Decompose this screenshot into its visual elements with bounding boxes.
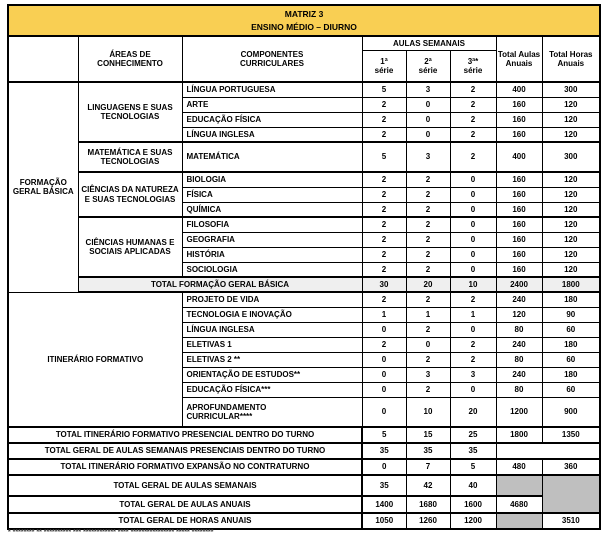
col-header-serie-3 xyxy=(450,50,496,82)
value-cell: 2400 xyxy=(496,277,542,292)
col-header-serie-2 xyxy=(406,50,450,82)
value-cell: 0 xyxy=(362,382,406,397)
value-cell: 2 xyxy=(406,202,450,217)
value-cell: 3510 xyxy=(542,513,600,529)
total-label-cell: TOTAL FORMAÇÃO GERAL BÁSICA xyxy=(78,277,362,292)
blocked-cell xyxy=(496,513,542,529)
value-cell: 480 xyxy=(496,459,542,475)
value-cell: 1400 xyxy=(362,496,406,513)
value-cell: 3 xyxy=(406,82,450,97)
value-cell: 2 xyxy=(450,337,496,352)
value-cell: 300 xyxy=(542,142,600,172)
value-cell: 2 xyxy=(406,232,450,247)
value-cell: 160 xyxy=(496,262,542,277)
value-cell: 3 xyxy=(450,367,496,382)
value-cell: 160 xyxy=(496,187,542,202)
value-cell: 2 xyxy=(450,142,496,172)
value-cell: 1260 xyxy=(406,513,450,529)
table-row xyxy=(8,217,600,232)
value-cell: 0 xyxy=(450,322,496,337)
value-cell: 300 xyxy=(542,82,600,97)
value-cell: 1600 xyxy=(450,496,496,513)
value-cell: 1800 xyxy=(496,427,542,443)
value-cell: 35 xyxy=(362,475,406,496)
value-cell: 60 xyxy=(542,382,600,397)
footnote-clipped: * ******** ** ********** *** ************ **** **************** ***** ******** xyxy=(8,529,214,536)
value-cell: 120 xyxy=(542,217,600,232)
col-header-total-aulas: Total Aulas Anuais xyxy=(496,36,542,82)
value-cell: 5 xyxy=(362,427,406,443)
value-cell: 120 xyxy=(542,202,600,217)
value-cell: 80 xyxy=(496,352,542,367)
value-cell: 2 xyxy=(450,352,496,367)
component-cell: ORIENTAÇÃO DE ESTUDOS** xyxy=(182,367,362,382)
component-cell: FILOSOFIA xyxy=(182,217,362,232)
value-cell: 160 xyxy=(496,112,542,127)
value-cell: 2 xyxy=(406,247,450,262)
value-cell: 120 xyxy=(542,247,600,262)
total-label-cell: TOTAL GERAL DE HORAS ANUAIS xyxy=(8,513,362,529)
value-cell: 80 xyxy=(496,382,542,397)
value-cell: 4680 xyxy=(496,496,542,513)
serie-1-word: série xyxy=(374,65,394,75)
value-cell: 1680 xyxy=(406,496,450,513)
value-cell: 2 xyxy=(406,262,450,277)
value-cell: 2 xyxy=(362,97,406,112)
value-cell: 1 xyxy=(406,307,450,322)
value-cell: 2 xyxy=(362,337,406,352)
value-cell: 120 xyxy=(542,172,600,187)
total-label-cell: TOTAL GERAL DE AULAS SEMANAIS xyxy=(8,475,362,496)
total-row xyxy=(8,496,600,513)
blocked-cell xyxy=(542,475,600,513)
value-cell: 2 xyxy=(450,292,496,307)
value-cell: 180 xyxy=(542,337,600,352)
value-cell: 35 xyxy=(406,443,450,459)
value-cell: 30 xyxy=(362,277,406,292)
col-header-areas-label: ÁREAS DE CONHECIMENTO xyxy=(97,49,163,68)
total-row xyxy=(8,443,600,459)
value-cell: 400 xyxy=(496,82,542,97)
component-cell: LÍNGUA INGLESA xyxy=(182,127,362,142)
value-cell: 120 xyxy=(542,262,600,277)
col-header-aulas-semanais: AULAS SEMANAIS xyxy=(362,36,496,50)
table-row xyxy=(8,82,600,97)
value-cell: 60 xyxy=(542,322,600,337)
area-cell-ciencias-humanas: CIÊNCIAS HUMANAS E SOCIAIS APLICADAS xyxy=(78,217,182,277)
component-cell: SOCIOLOGIA xyxy=(182,262,362,277)
value-cell: 0 xyxy=(450,202,496,217)
value-cell: 5 xyxy=(450,459,496,475)
component-cell: LÍNGUA PORTUGUESA xyxy=(182,82,362,97)
component-cell: FÍSICA xyxy=(182,187,362,202)
value-cell: 1200 xyxy=(450,513,496,529)
total-row xyxy=(8,475,600,496)
value-cell: 360 xyxy=(542,459,600,475)
value-cell: 2 xyxy=(362,112,406,127)
header-empty-cell xyxy=(8,36,78,82)
component-cell: HISTÓRIA xyxy=(182,247,362,262)
value-cell: 90 xyxy=(542,307,600,322)
value-cell: 0 xyxy=(450,172,496,187)
empty-cell xyxy=(496,443,600,459)
col-header-componentes xyxy=(182,36,362,82)
value-cell: 240 xyxy=(496,367,542,382)
value-cell: 120 xyxy=(542,187,600,202)
value-cell: 40 xyxy=(450,475,496,496)
value-cell: 120 xyxy=(542,97,600,112)
value-cell: 0 xyxy=(450,187,496,202)
total-label-cell: TOTAL ITINERÁRIO FORMATIVO PRESENCIAL DENTRO DO TURNO xyxy=(8,427,362,443)
value-cell: 1050 xyxy=(362,513,406,529)
value-cell: 60 xyxy=(542,352,600,367)
total-row xyxy=(8,459,600,475)
curriculum-matrix-table xyxy=(7,4,601,536)
value-cell: 2 xyxy=(406,187,450,202)
total-label-cell: TOTAL GERAL DE AULAS SEMANAIS PRESENCIAIS DENTRO DO TURNO xyxy=(8,443,362,459)
matrix-title xyxy=(8,5,600,36)
value-cell: 900 xyxy=(542,397,600,427)
component-cell: ELETIVAS 1 xyxy=(182,337,362,352)
value-cell: 0 xyxy=(450,217,496,232)
value-cell: 160 xyxy=(496,97,542,112)
value-cell: 42 xyxy=(406,475,450,496)
value-cell: 2 xyxy=(362,232,406,247)
serie-3-number: 3ª* xyxy=(467,56,479,66)
value-cell: 2 xyxy=(450,127,496,142)
value-cell: 0 xyxy=(406,337,450,352)
value-cell: 2 xyxy=(362,127,406,142)
value-cell: 160 xyxy=(496,247,542,262)
total-row xyxy=(8,513,600,529)
table-row xyxy=(8,142,600,172)
value-cell: 2 xyxy=(362,247,406,262)
component-cell xyxy=(182,397,362,427)
value-cell: 0 xyxy=(362,459,406,475)
table-row xyxy=(8,172,600,187)
value-cell: 2 xyxy=(362,187,406,202)
component-label: APROFUNDAMENTO CURRICULAR**** xyxy=(186,402,267,421)
value-cell: 1 xyxy=(362,307,406,322)
area-cell-matematica: MATEMÁTICA E SUAS TECNOLOGIAS xyxy=(78,142,182,172)
value-cell: 240 xyxy=(496,292,542,307)
value-cell: 2 xyxy=(406,292,450,307)
value-cell: 160 xyxy=(496,232,542,247)
value-cell: 5 xyxy=(362,82,406,97)
value-cell: 120 xyxy=(542,232,600,247)
value-cell: 1 xyxy=(450,307,496,322)
component-cell: PROJETO DE VIDA xyxy=(182,292,362,307)
value-cell: 0 xyxy=(406,97,450,112)
area-cell-ciencias-natureza: CIÊNCIAS DA NATUREZA E SUAS TECNOLOGIAS xyxy=(78,172,182,217)
table-row xyxy=(8,292,600,307)
value-cell: 1800 xyxy=(542,277,600,292)
value-cell: 160 xyxy=(496,172,542,187)
value-cell: 180 xyxy=(542,367,600,382)
matrix-title-line1: MATRIZ 3 xyxy=(284,8,324,19)
value-cell: 0 xyxy=(362,397,406,427)
value-cell: 0 xyxy=(450,247,496,262)
value-cell: 35 xyxy=(450,443,496,459)
value-cell: 1350 xyxy=(542,427,600,443)
value-cell: 160 xyxy=(496,127,542,142)
value-cell: 180 xyxy=(542,292,600,307)
value-cell: 0 xyxy=(406,112,450,127)
component-cell: GEOGRAFIA xyxy=(182,232,362,247)
value-cell: 2 xyxy=(362,172,406,187)
value-cell: 3 xyxy=(406,142,450,172)
total-row-fgb xyxy=(8,277,600,292)
value-cell: 0 xyxy=(450,382,496,397)
value-cell: 400 xyxy=(496,142,542,172)
col-header-componentes-label: COMPONENTES CURRICULARES xyxy=(240,49,304,68)
value-cell: 10 xyxy=(406,397,450,427)
col-header-serie-1 xyxy=(362,50,406,82)
value-cell: 120 xyxy=(496,307,542,322)
blocked-cell xyxy=(496,475,542,496)
matrix-title-line2: ENSINO MÉDIO – DIURNO xyxy=(251,21,357,32)
component-cell: EDUCAÇÃO FÍSICA xyxy=(182,112,362,127)
total-row xyxy=(8,427,600,443)
component-cell: ELETIVAS 2 ** xyxy=(182,352,362,367)
value-cell: 2 xyxy=(406,382,450,397)
value-cell: 2 xyxy=(362,262,406,277)
value-cell: 120 xyxy=(542,112,600,127)
value-cell: 0 xyxy=(406,127,450,142)
value-cell: 25 xyxy=(450,427,496,443)
value-cell: 160 xyxy=(496,202,542,217)
group-cell-itinerario-formativo: ITINERÁRIO FORMATIVO xyxy=(8,292,182,427)
serie-3-word: série xyxy=(463,65,483,75)
component-cell: MATEMÁTICA xyxy=(182,142,362,172)
col-header-total-horas: Total Horas Anuais xyxy=(542,36,600,82)
serie-1-number: 1ª xyxy=(380,56,388,66)
component-cell: LÍNGUA INGLESA xyxy=(182,322,362,337)
component-cell: ARTE xyxy=(182,97,362,112)
serie-2-word: série xyxy=(418,65,438,75)
value-cell: 240 xyxy=(496,337,542,352)
value-cell: 120 xyxy=(542,127,600,142)
area-cell-linguagens: LINGUAGENS E SUAS TECNOLOGIAS xyxy=(78,82,182,142)
value-cell: 80 xyxy=(496,322,542,337)
value-cell: 10 xyxy=(450,277,496,292)
value-cell: 1200 xyxy=(496,397,542,427)
total-label-cell: TOTAL ITINERÁRIO FORMATIVO EXPANSÃO NO CONTRATURNO xyxy=(8,459,362,475)
value-cell: 2 xyxy=(362,217,406,232)
group-cell-formacao-geral-basica: FORMAÇÃO GERAL BÁSICA xyxy=(8,82,78,292)
value-cell: 0 xyxy=(362,322,406,337)
value-cell: 3 xyxy=(406,367,450,382)
total-label-cell: TOTAL GERAL DE AULAS ANUAIS xyxy=(8,496,362,513)
value-cell: 35 xyxy=(362,443,406,459)
value-cell: 2 xyxy=(362,292,406,307)
value-cell: 2 xyxy=(406,322,450,337)
value-cell: 5 xyxy=(362,142,406,172)
value-cell: 2 xyxy=(450,82,496,97)
value-cell: 0 xyxy=(362,352,406,367)
value-cell: 2 xyxy=(362,202,406,217)
component-cell: EDUCAÇÃO FÍSICA*** xyxy=(182,382,362,397)
value-cell: 0 xyxy=(362,367,406,382)
value-cell: 2 xyxy=(406,217,450,232)
serie-2-number: 2ª xyxy=(424,56,432,66)
value-cell: 2 xyxy=(450,97,496,112)
value-cell: 20 xyxy=(406,277,450,292)
value-cell: 0 xyxy=(450,262,496,277)
component-cell: BIOLOGIA xyxy=(182,172,362,187)
value-cell: 2 xyxy=(450,112,496,127)
value-cell: 20 xyxy=(450,397,496,427)
value-cell: 2 xyxy=(406,352,450,367)
value-cell: 7 xyxy=(406,459,450,475)
value-cell: 0 xyxy=(450,232,496,247)
value-cell: 15 xyxy=(406,427,450,443)
component-cell: TECNOLOGIA E INOVAÇÃO xyxy=(182,307,362,322)
col-header-areas xyxy=(78,36,182,82)
component-cell: QUÍMICA xyxy=(182,202,362,217)
value-cell: 2 xyxy=(406,172,450,187)
value-cell: 160 xyxy=(496,217,542,232)
